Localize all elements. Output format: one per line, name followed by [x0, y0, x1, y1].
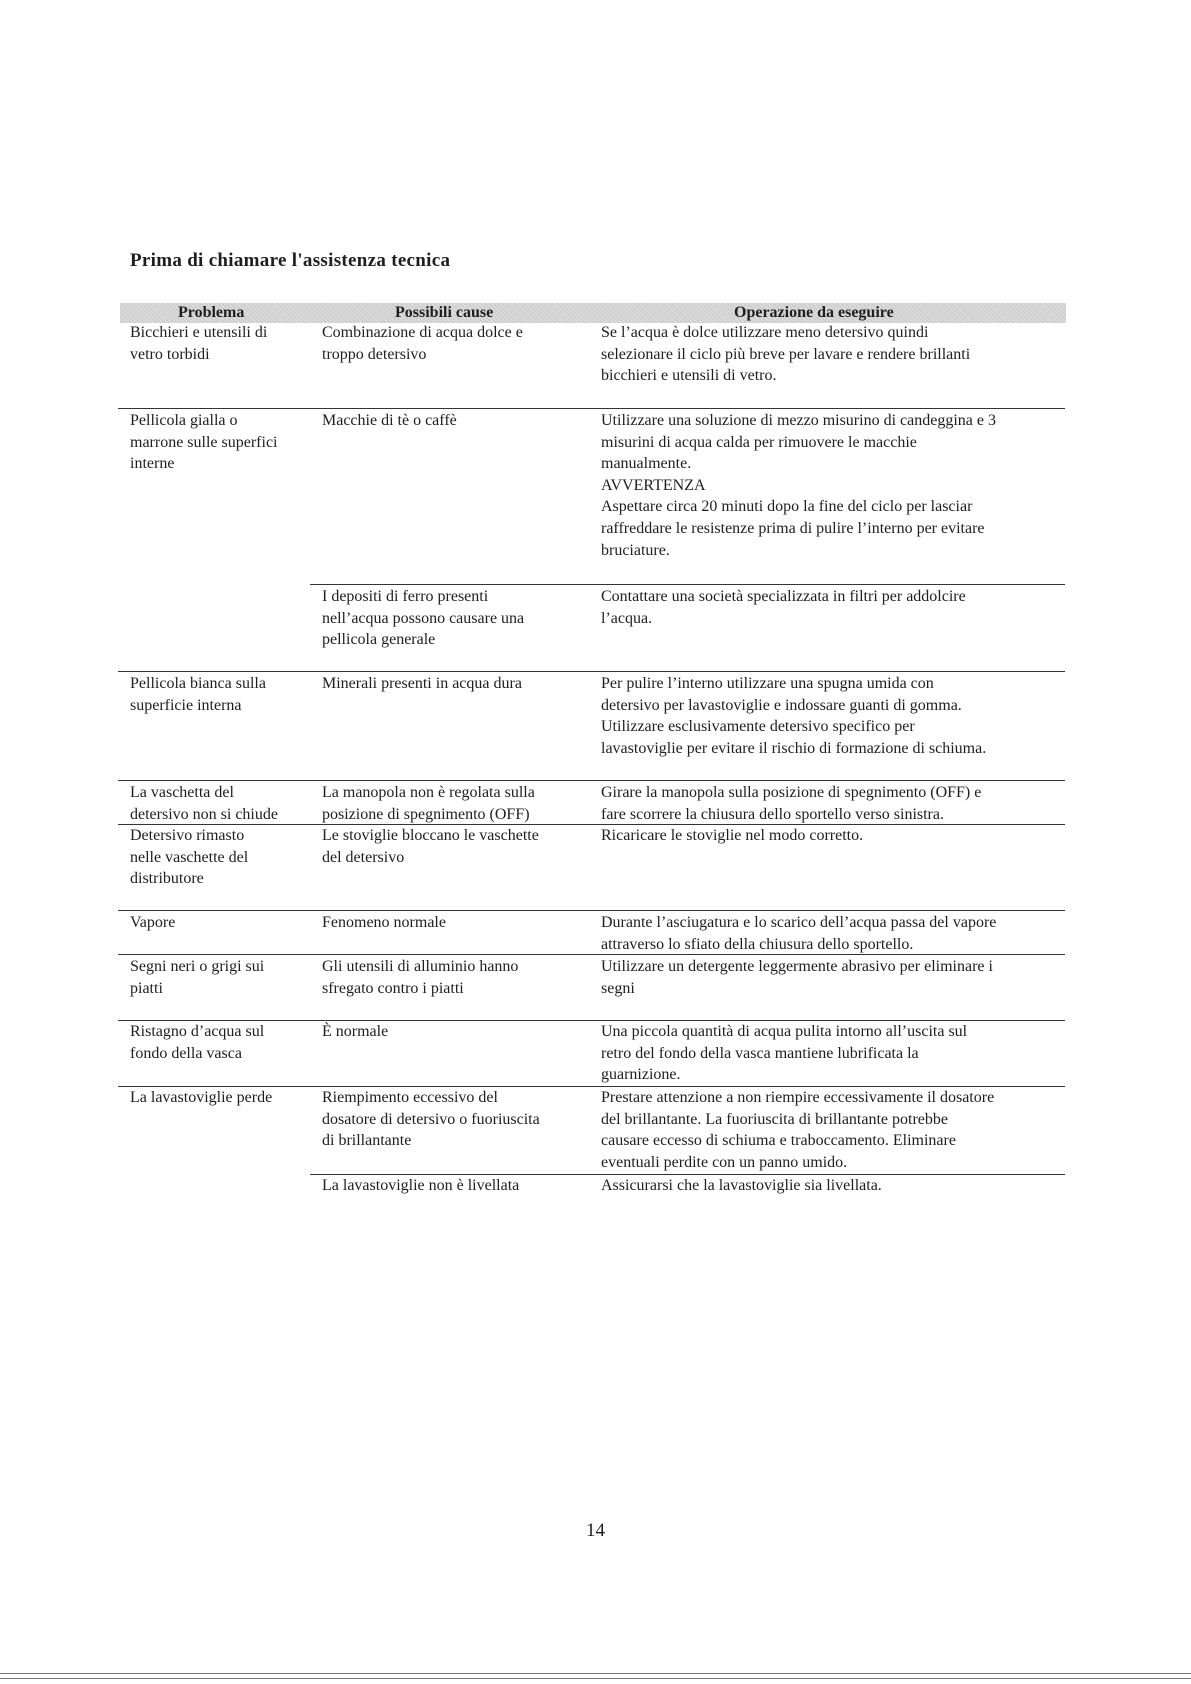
cause-cell: Minerali presenti in acqua dura: [322, 675, 522, 692]
cause-cell: Riempimento eccessivo del dosatore di detersivo o fuoriuscita di brillantante: [322, 1089, 540, 1150]
action-cell: Ricaricare le stoviglie nel modo corretto.: [601, 827, 864, 844]
header-causes: Possibili cause: [395, 304, 494, 321]
cause-cell: La lavastoviglie non è livellata: [322, 1177, 520, 1194]
row-divider: [310, 584, 1065, 585]
table-header: [120, 303, 1066, 323]
cause-cell: È normale: [322, 1023, 389, 1040]
action-cell: Contattare una società specializzata in filtri per addolcire l’acqua.: [601, 588, 966, 627]
action-cell: Utilizzare una soluzione di mezzo misurino di candeggina e 3 misurini di acqua calda per rimuovere le macchie manualmente. AVVERTENZA Aspettare circa 20 minuti dopo la fine del ciclo per lasciar raffreddare le resistenze prima di pulire l’interno per evitare bruciature.: [601, 412, 996, 559]
cause-cell: Macchie di tè o caffè: [322, 412, 457, 429]
action-cell: Se l’acqua è dolce utilizzare meno detersivo quindi selezionare il ciclo più breve per lavare e rendere brillanti bicchieri e utensili di vetro.: [601, 324, 971, 385]
action-cell: Girare la manopola sulla posizione di spegnimento (OFF) e fare scorrere la chiusura dello sportello verso sinistra.: [601, 784, 982, 823]
row-divider: [118, 408, 1065, 409]
problem-cell: Pellicola gialla o marrone sulle superfici interne: [130, 412, 278, 473]
problem-cell: Bicchieri e utensili di vetro torbidi: [130, 324, 268, 363]
row-divider: [118, 954, 1065, 955]
action-cell: Prestare attenzione a non riempire eccessivamente il dosatore del brillantante. La fuoriuscita di brillantante potrebbe causare eccesso di schiuma e traboccamento. Eliminare eventuali perdite con un panno umido.: [601, 1089, 995, 1171]
row-divider: [118, 780, 1065, 781]
problem-cell: Vapore: [130, 914, 176, 931]
problem-cell: La lavastoviglie perde: [130, 1089, 273, 1106]
action-cell: Utilizzare un detergente leggermente abrasivo per eliminare i segni: [601, 958, 993, 997]
action-cell: Durante l’asciugatura e lo scarico dell’acqua passa del vapore attraverso lo sfiato della chiusura dello sportello.: [601, 914, 997, 953]
header-action: Operazione da eseguire: [734, 304, 894, 321]
action-cell: Una piccola quantità di acqua pulita intorno all’uscita sul retro del fondo della vasca mantiene lubrificata la guarnizione.: [601, 1023, 968, 1084]
cause-cell: La manopola non è regolata sulla posizione di spegnimento (OFF): [322, 784, 535, 823]
cause-cell: Combinazione di acqua dolce e troppo detersivo: [322, 324, 523, 363]
header-problem: Problema: [178, 304, 245, 321]
problem-cell: Ristagno d’acqua sul fondo della vasca: [130, 1023, 265, 1062]
page-number: 14: [586, 1520, 605, 1541]
page-title: Prima di chiamare l'assistenza tecnica: [130, 250, 451, 271]
cause-cell: Fenomeno normale: [322, 914, 446, 931]
problem-cell: Segni neri o grigi sui piatti: [130, 958, 265, 997]
cause-cell: Le stoviglie bloccano le vaschette del detersivo: [322, 827, 539, 866]
action-cell: Per pulire l’interno utilizzare una spugna umida con detersivo per lavastoviglie e indossare guanti di gomma. Utilizzare esclusivamente detersivo specifico per lavastoviglie per evitare il rischio di formazione di schiuma.: [601, 675, 987, 757]
cause-cell: I depositi di ferro presenti nell’acqua possono causare una pellicola generale: [322, 588, 525, 649]
footer-rule: [0, 1673, 1191, 1679]
cause-cell: Gli utensili di alluminio hanno sfregato contro i piatti: [322, 958, 519, 997]
problem-cell: Detersivo rimasto nelle vaschette del distributore: [130, 827, 249, 888]
action-cell: Assicurarsi che la lavastoviglie sia livellata.: [601, 1177, 882, 1194]
row-divider: [118, 910, 1065, 911]
row-divider: [118, 671, 1065, 672]
problem-cell: Pellicola bianca sulla superficie interna: [130, 675, 266, 714]
problem-cell: La vaschetta del detersivo non si chiude: [130, 784, 278, 823]
